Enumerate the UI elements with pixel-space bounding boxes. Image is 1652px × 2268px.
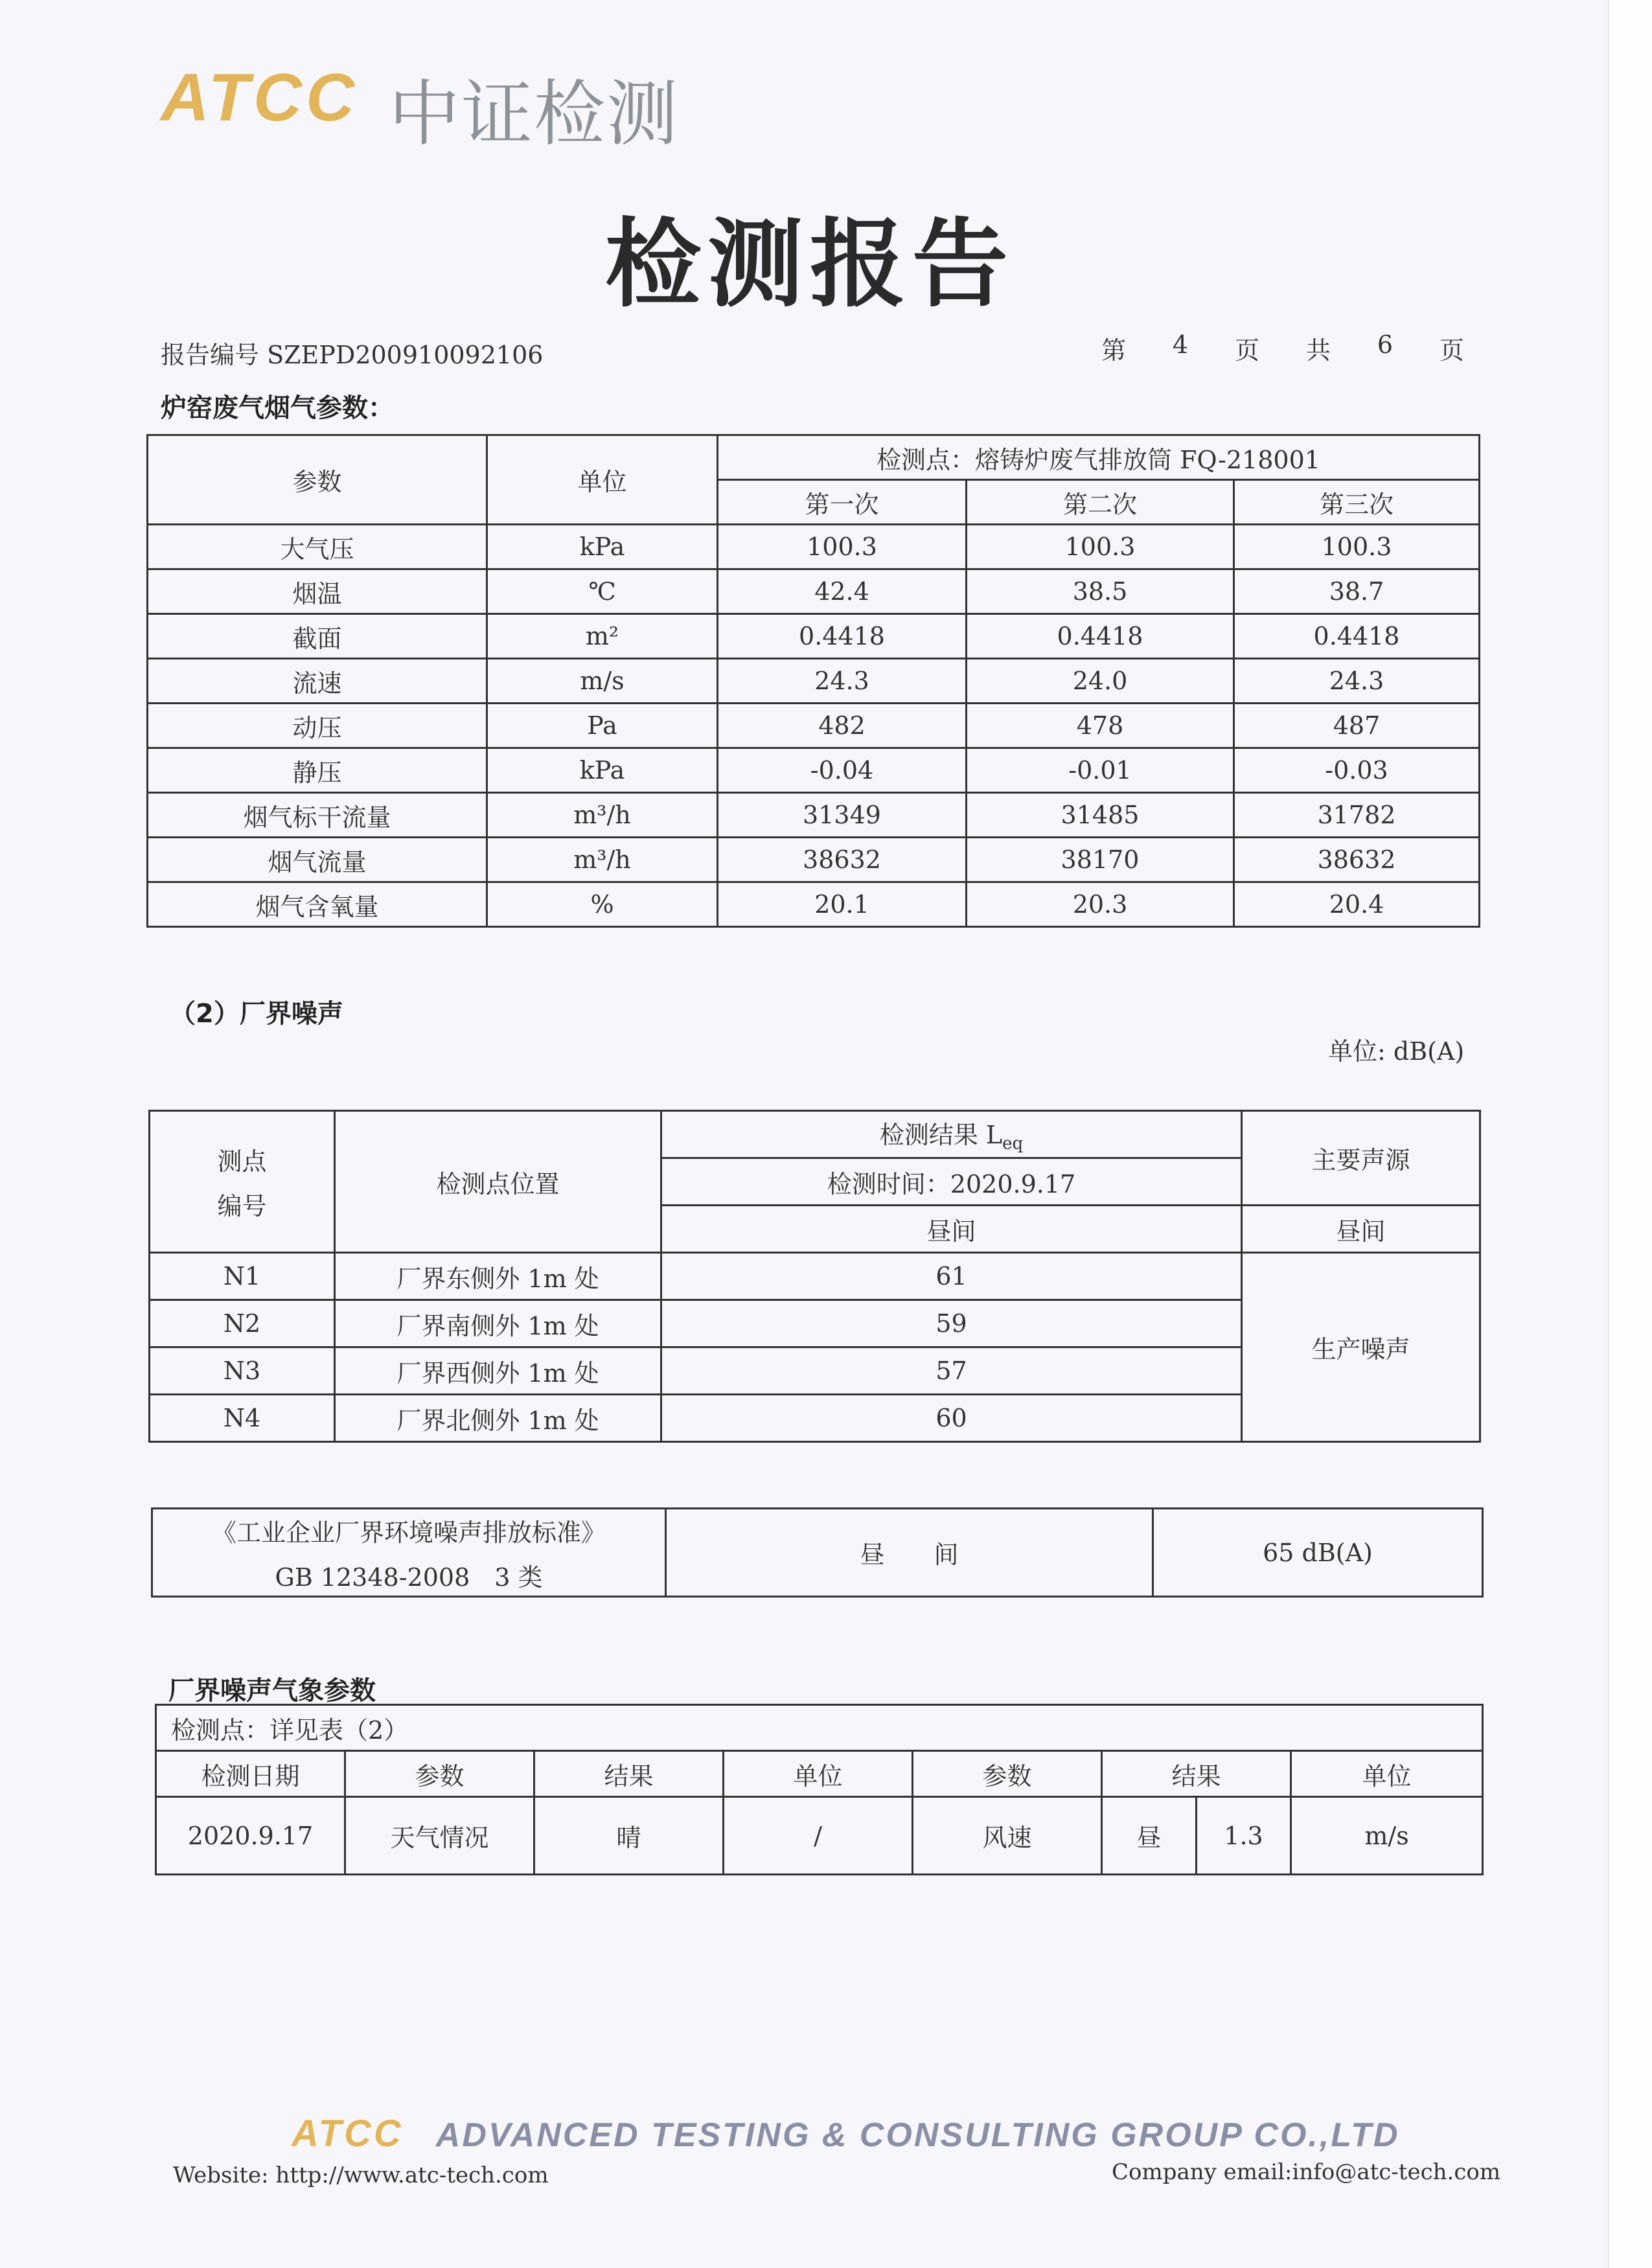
header-param: 参数 [148, 435, 487, 525]
unit-cell: m³/h [487, 793, 718, 838]
table-row [148, 838, 1480, 882]
value-cell: 24.3 [1234, 659, 1480, 704]
header-unit: 单位 [487, 435, 718, 525]
unit-cell: / [724, 1797, 913, 1875]
header-date: 检测日期 [156, 1751, 345, 1797]
value-cell: 24.0 [967, 659, 1234, 704]
header-result: 结果 [1102, 1751, 1291, 1797]
header-param: 参数 [913, 1751, 1102, 1797]
standard-name: 《工业企业厂界环境噪声排放标准》 [211, 1518, 606, 1547]
table-row [148, 748, 1480, 793]
header-point-id-line1: 测点 [217, 1147, 267, 1176]
section-heading-flue-gas: 炉窑废气烟气参数： [161, 393, 394, 423]
value-cell: 20.3 [967, 882, 1234, 927]
result-cell: 1.3 [1197, 1797, 1291, 1875]
value-cell: 100.3 [718, 525, 967, 569]
value-cell: -0.01 [967, 748, 1234, 793]
table-row [148, 525, 1480, 569]
value-cell: 0.4418 [718, 614, 967, 659]
unit-cell: m/s [487, 659, 718, 704]
value-cell: -0.03 [1234, 748, 1480, 793]
value-cell: 60 [661, 1395, 1242, 1442]
header-run-2: 第二次 [967, 480, 1234, 525]
footer-brand [292, 2112, 1400, 2155]
location-cell: 厂界南侧外 1m 处 [335, 1300, 661, 1347]
value-cell: 478 [967, 704, 1234, 748]
param-cell: 动压 [148, 704, 487, 748]
value-cell: 38.5 [967, 569, 1234, 614]
point-id-cell: N2 [150, 1300, 335, 1347]
table-row [148, 659, 1480, 704]
page-number: 4 [1172, 330, 1189, 359]
value-cell: 38.7 [1234, 569, 1480, 614]
page-label: 共 [1305, 336, 1331, 365]
source-cell: 生产噪声 [1242, 1253, 1480, 1442]
param-cell: 烟温 [148, 569, 487, 614]
value-cell: 20.4 [1234, 882, 1480, 927]
logo-atcc: ATCC [161, 60, 359, 135]
unit-cell: m² [487, 614, 718, 659]
unit-cell: ℃ [487, 569, 718, 614]
logo-chinese: 中证检测 [389, 73, 679, 155]
page-label: 第 [1101, 336, 1127, 365]
page-label: 页 [1439, 336, 1464, 365]
param-cell: 烟气标干流量 [148, 793, 487, 838]
table-row [156, 1797, 1483, 1875]
point-id-cell: N1 [150, 1253, 335, 1300]
param-cell: 烟气含氧量 [148, 882, 487, 927]
value-cell: 38632 [718, 838, 967, 882]
header-main-source: 主要声源 [1242, 1111, 1480, 1206]
table-row [148, 882, 1480, 927]
value-cell: 31349 [718, 793, 967, 838]
unit-cell: kPa [487, 525, 718, 569]
page-label: 页 [1235, 336, 1260, 365]
footer-company-name: ADVANCED TESTING & CONSULTING GROUP CO.,LTD [435, 2116, 1400, 2154]
standard-name-cell [152, 1509, 666, 1597]
standard-period: 昼 间 [666, 1509, 1153, 1597]
value-cell: 24.3 [718, 659, 967, 704]
header-param: 参数 [345, 1751, 534, 1797]
unit-cell: kPa [487, 748, 718, 793]
value-cell: 61 [661, 1253, 1242, 1300]
date-cell: 2020.9.17 [156, 1797, 345, 1875]
flue-gas-table [146, 434, 1480, 928]
table-row [148, 793, 1480, 838]
value-cell: 487 [1234, 704, 1480, 748]
header-daytime: 昼间 [661, 1206, 1242, 1253]
param-cell: 静压 [148, 748, 487, 793]
param-cell: 天气情况 [345, 1797, 534, 1875]
page-title: 检测报告 [605, 209, 1015, 320]
location-cell: 厂界北侧外 1m 处 [335, 1395, 661, 1442]
value-cell: 31485 [967, 793, 1234, 838]
location-cell: 厂界东侧外 1m 处 [335, 1253, 661, 1300]
value-cell: 42.4 [718, 569, 967, 614]
header-point-id-line2: 编号 [217, 1192, 267, 1220]
unit-cell: % [487, 882, 718, 927]
header-result [661, 1111, 1242, 1158]
value-cell: 20.1 [718, 882, 967, 927]
param-cell: 风速 [913, 1797, 1102, 1875]
header-unit: 单位 [724, 1751, 913, 1797]
unit-cell: m/s [1291, 1797, 1483, 1875]
table-row [148, 614, 1480, 659]
header-source-daytime: 昼间 [1242, 1206, 1480, 1253]
value-cell: 100.3 [1234, 525, 1480, 569]
section-heading-noise: （2）厂界噪声 [170, 999, 343, 1029]
param-cell: 大气压 [148, 525, 487, 569]
page-indicator [1101, 330, 1464, 366]
table-row [148, 569, 1480, 614]
point-id-cell: N4 [150, 1395, 335, 1442]
header-result-text: 检测结果 L [879, 1121, 1003, 1150]
header-location: 检测点位置 [335, 1111, 661, 1253]
standard-limit: 65 dB(A) [1153, 1509, 1483, 1597]
value-cell: 38632 [1234, 838, 1480, 882]
point-id-cell: N3 [150, 1347, 335, 1395]
noise-table [148, 1110, 1481, 1443]
value-cell: 57 [661, 1347, 1242, 1395]
header-monitoring-point: 检测点：熔铸炉废气排放筒 FQ-218001 [718, 435, 1480, 480]
header-run-3: 第三次 [1234, 480, 1480, 525]
period-cell: 昼 [1102, 1797, 1197, 1875]
header-result-subscript: eq [1002, 1134, 1024, 1154]
unit-cell: Pa [487, 704, 718, 748]
param-cell: 截面 [148, 614, 487, 659]
value-cell: 100.3 [967, 525, 1234, 569]
page-total: 6 [1377, 330, 1394, 359]
value-cell: 0.4418 [967, 614, 1234, 659]
header-point-id [150, 1111, 335, 1253]
value-cell: 38170 [967, 838, 1234, 882]
value-cell: 0.4418 [1234, 614, 1480, 659]
param-cell: 烟气流量 [148, 838, 487, 882]
section-heading-weather: 厂界噪声气象参数 [168, 1676, 376, 1706]
value-cell: -0.04 [718, 748, 967, 793]
value-cell: 31782 [1234, 793, 1480, 838]
location-cell: 厂界西侧外 1m 处 [335, 1347, 661, 1395]
footer-logo: ATCC [292, 2113, 404, 2155]
standard-code: GB 12348-2008 3 类 [275, 1563, 543, 1592]
result-cell: 晴 [534, 1797, 724, 1875]
standard-table [151, 1507, 1484, 1598]
noise-unit: 单位: dB(A) [1328, 1037, 1465, 1066]
report-number-value: SZEPD200910092106 [267, 341, 544, 369]
weather-table [155, 1704, 1484, 1875]
footer-website: Website: http://www.atc-tech.com [173, 2162, 549, 2188]
unit-cell: m³/h [487, 838, 718, 882]
value-cell: 482 [718, 704, 967, 748]
page-edge [1608, 0, 1652, 2268]
table-row [150, 1253, 1480, 1300]
header-result: 结果 [534, 1751, 724, 1797]
value-cell: 59 [661, 1300, 1242, 1347]
param-cell: 流速 [148, 659, 487, 704]
header-test-time: 检测时间：2020.9.17 [661, 1158, 1242, 1206]
header-unit: 单位 [1291, 1751, 1483, 1797]
footer-email: Company email:info@atc-tech.com [1112, 2159, 1501, 2185]
report-number [161, 335, 543, 371]
header-run-1: 第一次 [718, 480, 967, 525]
report-number-label: 报告编号 [161, 341, 260, 369]
table-row [148, 704, 1480, 748]
weather-point: 检测点：详见表（2） [156, 1705, 1483, 1751]
